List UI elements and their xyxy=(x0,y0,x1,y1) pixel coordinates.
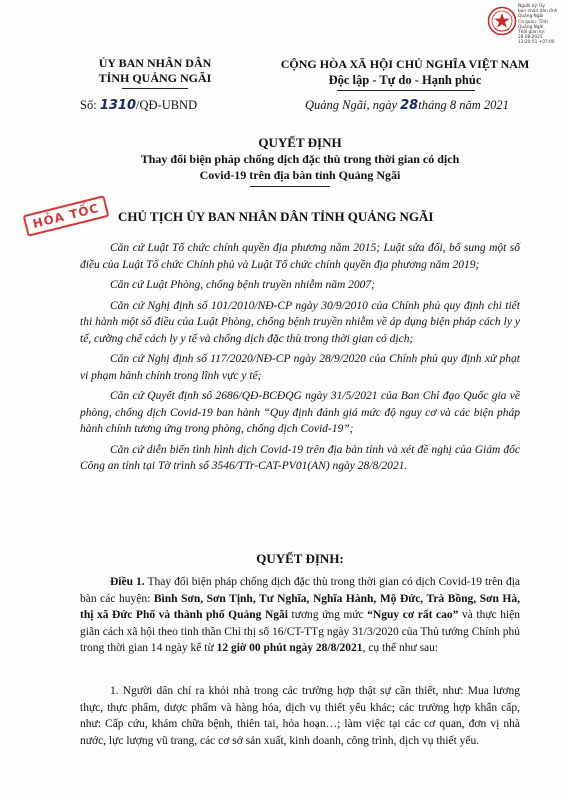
article-text: Thay đổi biện pháp chống dịch đặc thù trong thời gian có dịch Covid-19 trên địa bàn các huyện: xyxy=(80,576,520,605)
doc-number-handwritten: 1310 xyxy=(99,98,136,113)
legal-basis-item: Căn cứ Nghị định số 101/2010/NĐ-CP ngày 30/9/2010 của Chính phủ quy định chi tiết thi hành một số điều của Luật Phòng, chống bệnh truyền nhiễm về áp dụng biện pháp cách ly y tế, cưỡng chế cách ly y tế và chống dịch đặc thù trong thời gian có dịch; xyxy=(80,299,520,345)
decides-heading: QUYẾT ĐỊNH: xyxy=(256,551,344,566)
legal-bases xyxy=(80,240,520,475)
national-emblem-seal-icon xyxy=(487,6,517,36)
doc-number-prefix: Số: xyxy=(80,98,97,112)
issue-date xyxy=(305,98,509,113)
legal-basis-item: Căn cứ diễn biến tình hình dịch Covid-19 trên địa bàn tỉnh và xét đề nghị của Giám đốc Công an tỉnh tại Tờ trình số 3546/TTr-CAT-PV01(AN) ngày 28/8/2021. xyxy=(80,443,520,472)
article-text: tương ứng mức xyxy=(287,609,368,621)
stamp-line: Quảng Ngãi xyxy=(518,14,544,20)
stamp-line: Người ký: Ủy xyxy=(518,4,545,9)
date-prefix: Quảng Ngãi, ngày xyxy=(305,98,398,112)
legal-basis-item: Căn cứ Luật Tổ chức chính quyền địa phương năm 2015; Luật sửa đổi, bổ sung một số điều của Luật Tổ chức Chính phủ và Luật Tổ chức chính quyền địa phương năm 2019; xyxy=(80,242,520,271)
article-text: và thực hiện giãn cách xã hội theo tinh thần Chỉ thị số 16/CT-TTg ngày 31/3/2020 của Thủ tướng Chính phủ trong thời gian 14 ngày kể từ xyxy=(80,609,521,654)
article-label: Điều 1. xyxy=(110,576,145,588)
issuing-authority: CHỦ TỊCH ỦY BAN NHÂN DÂN TỈNH QUẢNG NGÃI xyxy=(118,209,434,224)
stamp-line: 28.08.2021 xyxy=(518,35,543,41)
decision-title: QUYẾT ĐỊNH xyxy=(258,135,342,150)
agency-line-2: TỈNH QUẢNG NGÃI xyxy=(98,71,212,85)
subtitle-line-1: Thay đổi biện pháp chống dịch đặc thù trong thời gian có dịch xyxy=(140,152,460,166)
legal-basis-item: Căn cứ Luật Phòng, chống bệnh truyền nhiễm năm 2007; xyxy=(110,279,375,291)
agency-underline xyxy=(122,88,188,89)
effective-time: 12 giờ 00 phút ngày 28/8/2021 xyxy=(216,642,363,654)
subtitle-line-2: Covid-19 trên địa bàn tỉnh Quảng Ngãi xyxy=(199,168,401,182)
digital-signature-info xyxy=(518,4,568,46)
legal-basis-item: Căn cứ Nghị định số 117/2020/NĐ-CP ngày 28/9/2020 của Chính phủ quy định xử phạt vi phạm hành chính trong lĩnh vực y tế; xyxy=(80,353,520,382)
article-text: , cụ thể như sau: xyxy=(362,642,439,654)
agency-line-1: ỦY BAN NHÂN DÂN xyxy=(98,56,212,70)
stamp-line: ban nhân dân tỉnh xyxy=(518,9,558,15)
title-underline xyxy=(250,186,330,187)
national-header xyxy=(250,56,560,88)
doc-number-suffix: /QĐ-UBND xyxy=(136,98,198,112)
stamp-line: Cơ quan: Tỉnh xyxy=(518,19,548,25)
nation-name: CỘNG HÒA XÃ HỘI CHỦ NGHĨA VIỆT NAM xyxy=(280,57,530,71)
document-number xyxy=(80,98,197,113)
article-1-item-1: 1. Người dân chỉ ra khỏi nhà trong các trường hợp thật sự cần thiết, như: Mua lương thực, thực phẩm, dược phẩm và hàng hóa, dịch vụ thiết yếu khác; các trường hợp khẩn cấp, như: Cấp cứu, khám chữa bệnh, thiên tai, hỏa hoạn…; làm việc tại các cơ quan, đơn vị nhà nước, lực lượng vũ trang, các cơ sở sản xuất, kinh doanh, công trình, dịch vụ thiết yếu. xyxy=(80,685,520,747)
article-1 xyxy=(80,574,520,657)
issuing-agency xyxy=(60,56,250,86)
date-day-handwritten: 28 xyxy=(400,98,419,113)
legal-basis-item: Căn cứ Quyết định số 2686/QĐ-BCĐQG ngày 31/5/2021 của Ban Chỉ đạo Quốc gia về phòng, chống dịch Covid-19 ban hành “Quy định đánh giá mức độ nguy cơ và các biện pháp hành chính tương ứng trong phòng, chống dịch Covid-19”; xyxy=(80,390,520,435)
article-places: Bình Sơn, Sơn Tịnh, Tư Nghĩa, Nghĩa Hành, Mộ Đức, Trà Bồng, Sơn Hà, thị xã Đức Phổ và thành phố Quảng Ngãi xyxy=(80,592,520,621)
stamp-line: 11:20:51 +07:00 xyxy=(518,40,555,46)
stamp-line: Quảng Ngãi xyxy=(518,24,544,30)
risk-level: “Nguy cơ rất cao” xyxy=(367,609,459,621)
motto-underline xyxy=(337,90,475,91)
urgent-stamp: HỎA TỐC xyxy=(23,195,110,237)
national-motto: Độc lập - Tự do - Hạnh phúc xyxy=(328,73,482,87)
stamp-line: Thời gian ký: xyxy=(518,30,546,36)
decision-subtitle xyxy=(60,151,540,183)
date-suffix: tháng 8 năm 2021 xyxy=(418,98,509,112)
